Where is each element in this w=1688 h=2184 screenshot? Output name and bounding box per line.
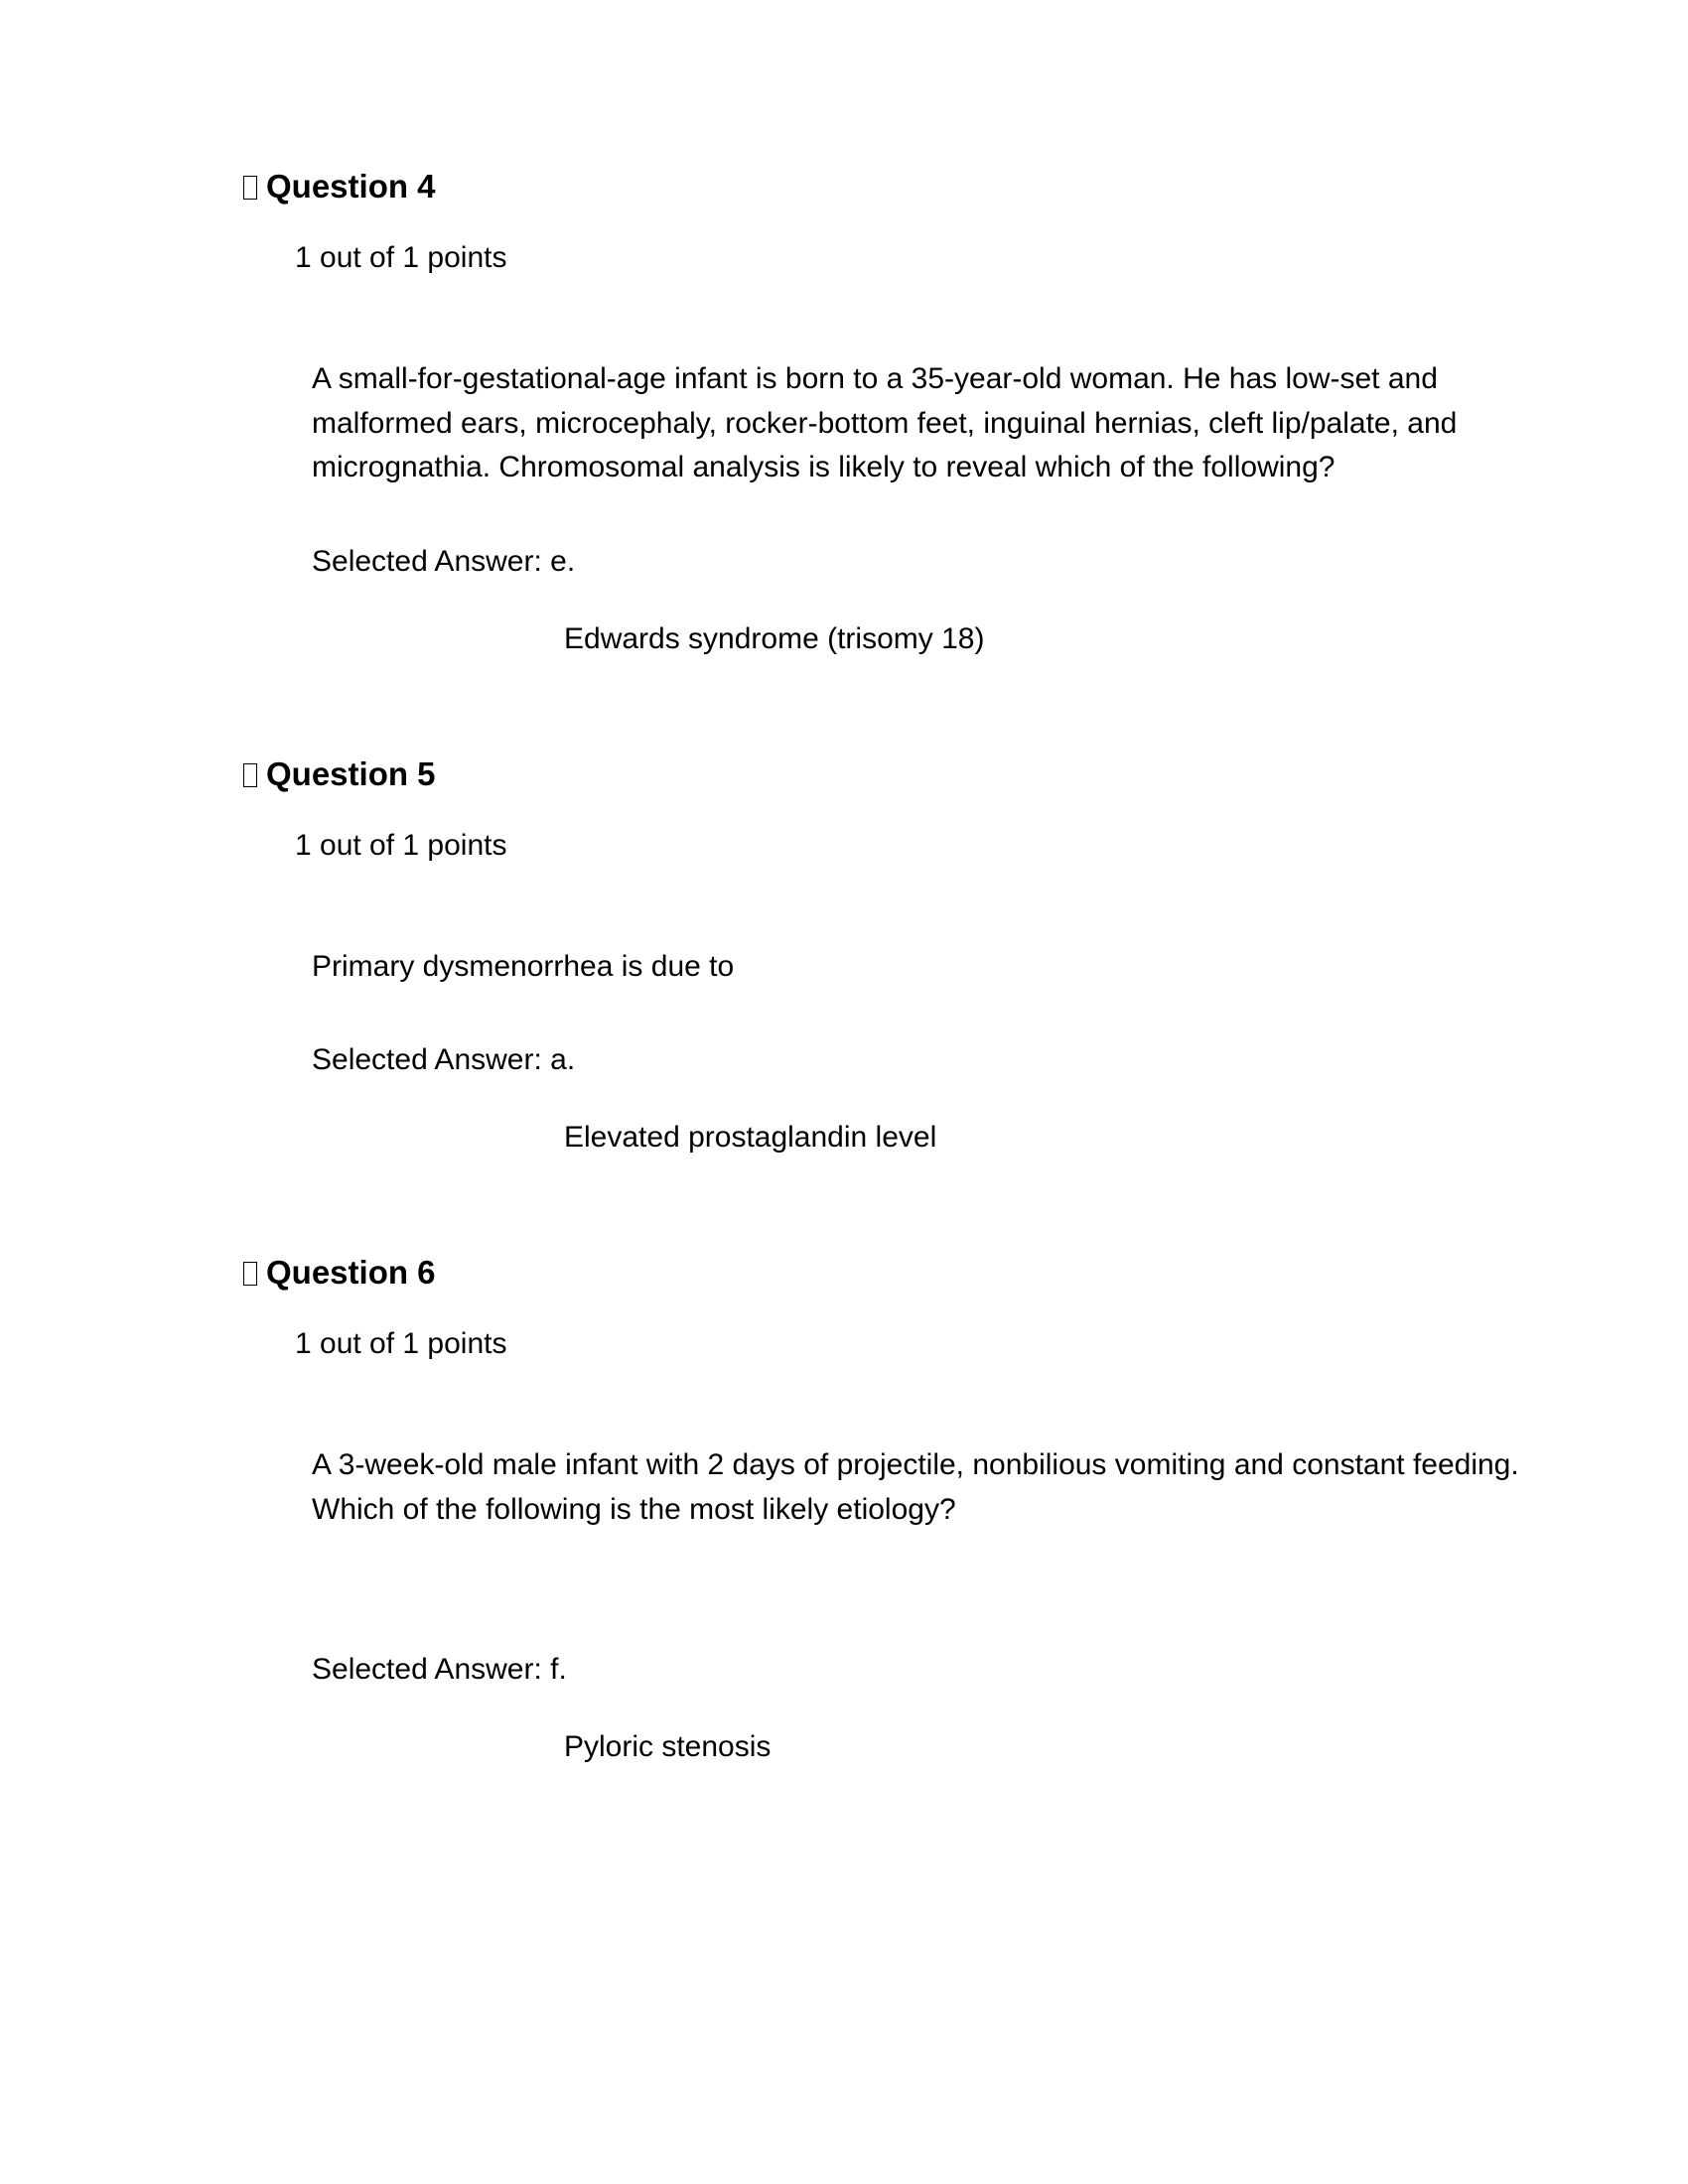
status-icon [243, 176, 257, 200]
selected-answer-text: Elevated prostaglandin level [564, 1121, 937, 1154]
question-heading [243, 165, 436, 208]
selected-answer-label: Selected Answer: e. [312, 545, 576, 578]
question-text-line: Which of the following is the most likely etiology? [312, 1492, 956, 1526]
question-text-line: A 3-week-old male infant with 2 days of projectile, nonbilious vomiting and constant feeding. [312, 1448, 1519, 1481]
selected-answer-text: Pyloric stenosis [564, 1730, 772, 1763]
question-text [312, 1443, 1533, 1532]
selected-answer-label: Selected Answer: f. [312, 1653, 567, 1686]
question-text-line: Primary dysmenorrhea is due to [312, 950, 735, 983]
question-title: Question 6 [266, 1254, 436, 1291]
question-heading [243, 752, 436, 796]
question-title: Question 5 [266, 755, 436, 792]
question-text [312, 945, 1533, 990]
status-icon [243, 763, 257, 787]
question-points: 1 out of 1 points [295, 1327, 507, 1360]
question-heading [243, 1251, 436, 1295]
question-title: Question 4 [266, 168, 436, 205]
selected-answer-text: Edwards syndrome (trisomy 18) [564, 622, 985, 655]
question-points: 1 out of 1 points [295, 241, 507, 274]
question-text-line: A small-for-gestational-age infant is born to a 35-year-old woman. He has low-set and malformed ears, microcephaly, rocker-bottom feet, inguinal hernias, cleft lip/palate, and micrognathia. Chromosomal analysis is likely to reveal which of the following? [312, 362, 1458, 483]
selected-answer-label: Selected Answer: a. [312, 1043, 576, 1076]
question-text [312, 357, 1533, 490]
question-points: 1 out of 1 points [295, 829, 507, 862]
status-icon [243, 1262, 257, 1286]
